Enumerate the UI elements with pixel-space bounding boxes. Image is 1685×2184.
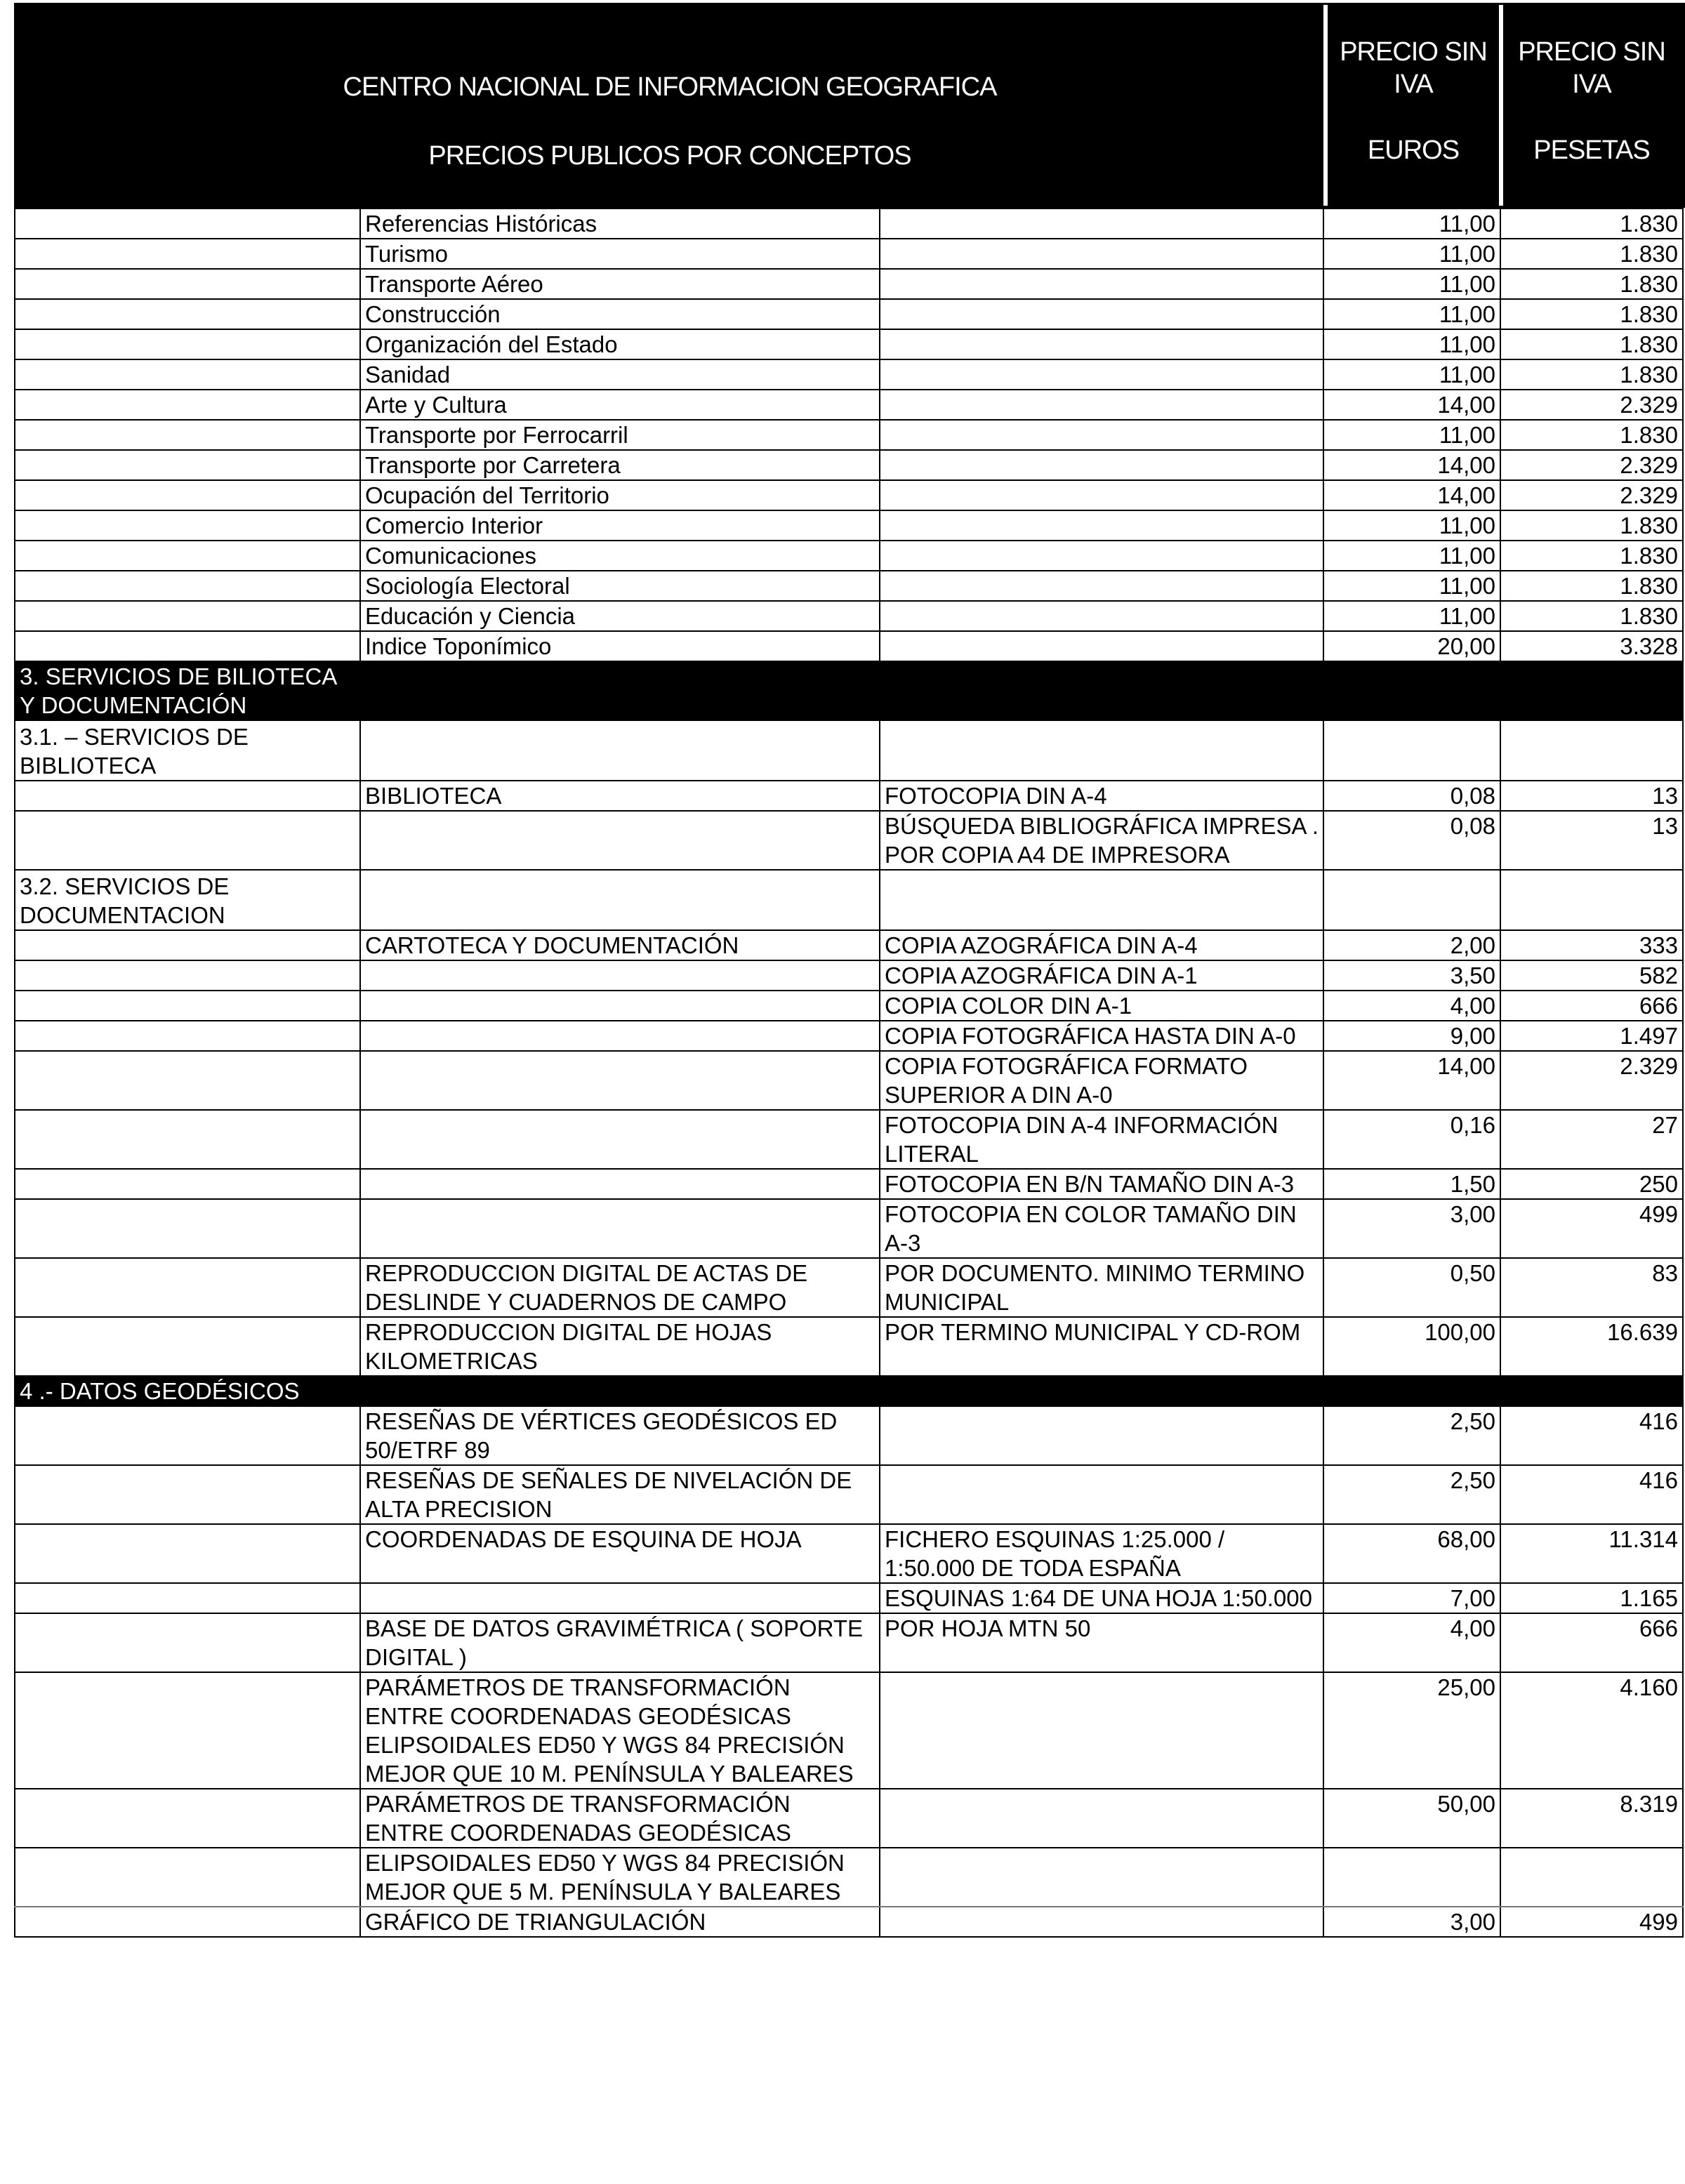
- detail-cell: [880, 1465, 1323, 1524]
- concept-cell: Educación y Ciencia: [360, 601, 880, 631]
- detail-cell: [880, 541, 1323, 571]
- table-row: [15, 1848, 1683, 1907]
- concept-cell: Comunicaciones: [360, 541, 880, 571]
- section-cell: [15, 1110, 360, 1169]
- table-row: [15, 960, 1683, 991]
- concept-cell: Indice Toponímico: [360, 631, 880, 661]
- euros-cell: 11,00: [1323, 299, 1500, 329]
- section-row: [15, 1376, 1683, 1406]
- pesetas-cell: 1.497: [1500, 1021, 1683, 1051]
- table-row: [15, 359, 1683, 390]
- euros-cell: 100,00: [1323, 1317, 1500, 1376]
- table-row: [15, 1672, 1683, 1789]
- detail-cell: [880, 1789, 1323, 1848]
- pesetas-cell: 1.830: [1500, 269, 1683, 299]
- table-header: [14, 3, 1685, 208]
- table-row: [15, 1465, 1683, 1524]
- pesetas-cell: 1.830: [1500, 571, 1683, 601]
- detail-cell: COPIA FOTOGRÁFICA FORMATO SUPERIOR A DIN A-0: [880, 1051, 1323, 1110]
- section-cell: [15, 359, 360, 390]
- pesetas-cell: 1.830: [1500, 359, 1683, 390]
- detail-cell: [880, 631, 1323, 661]
- section-cell: [15, 1406, 360, 1465]
- pesetas-cell: 666: [1500, 991, 1683, 1021]
- concept-cell: BIBLIOTECA: [360, 781, 880, 811]
- concept-cell: [360, 1376, 880, 1406]
- concept-cell: [360, 1583, 880, 1613]
- subsection-row: [15, 720, 1683, 781]
- pesetas-cell: 2.329: [1500, 450, 1683, 480]
- detail-cell: [880, 239, 1323, 269]
- euros-cell: 11,00: [1323, 571, 1500, 601]
- table-row: [15, 541, 1683, 571]
- concept-cell: REPRODUCCION DIGITAL DE HOJAS KILOMETRICAS: [360, 1317, 880, 1376]
- euros-cell: 2,00: [1323, 930, 1500, 960]
- detail-cell: [880, 420, 1323, 450]
- detail-cell: FOTOCOPIA DIN A-4: [880, 781, 1323, 811]
- pesetas-cell: [1500, 661, 1683, 720]
- section-cell: 3.2. SERVICIOS DE DOCUMENTACION: [15, 870, 360, 930]
- section-cell: [15, 480, 360, 510]
- section-cell: [15, 209, 360, 239]
- detail-cell: [880, 359, 1323, 390]
- concept-cell: COORDENADAS DE ESQUINA DE HOJA: [360, 1524, 880, 1583]
- concept-cell: Ocupación del Territorio: [360, 480, 880, 510]
- pesetas-cell: 8.319: [1500, 1789, 1683, 1848]
- section-cell: [15, 541, 360, 571]
- euros-cell: [1323, 661, 1500, 720]
- euros-cell: 25,00: [1323, 1672, 1500, 1789]
- table-row: [15, 1317, 1683, 1376]
- concept-cell: Turismo: [360, 239, 880, 269]
- section-cell: [15, 781, 360, 811]
- header-euros-unit: EUROS: [1367, 135, 1460, 165]
- pesetas-cell: 416: [1500, 1406, 1683, 1465]
- concept-cell: Sanidad: [360, 359, 880, 390]
- pesetas-cell: 1.830: [1500, 299, 1683, 329]
- euros-cell: 11,00: [1323, 510, 1500, 541]
- detail-cell: [880, 450, 1323, 480]
- euros-cell: 11,00: [1323, 359, 1500, 390]
- concept-cell: REPRODUCCION DIGITAL DE ACTAS DE DESLINDE Y CUADERNOS DE CAMPO: [360, 1258, 880, 1317]
- header-euros-line1: PRECIO SIN: [1340, 37, 1487, 67]
- detail-cell: FICHERO ESQUINAS 1:25.000 / 1:50.000 DE TODA ESPAÑA: [880, 1524, 1323, 1583]
- table-row: [15, 1258, 1683, 1317]
- concept-cell: [360, 870, 880, 930]
- pesetas-cell: 1.830: [1500, 239, 1683, 269]
- pesetas-cell: 4.160: [1500, 1672, 1683, 1789]
- pesetas-cell: 1.830: [1500, 329, 1683, 359]
- pesetas-cell: 1.830: [1500, 510, 1683, 541]
- concept-cell: Transporte Aéreo: [360, 269, 880, 299]
- detail-cell: FOTOCOPIA EN B/N TAMAÑO DIN A-3: [880, 1169, 1323, 1199]
- section-cell: [15, 1583, 360, 1613]
- header-subtitle: PRECIOS PUBLICOS POR CONCEPTOS: [428, 141, 911, 171]
- euros-cell: 0,50: [1323, 1258, 1500, 1317]
- euros-cell: 11,00: [1323, 239, 1500, 269]
- section-cell: 4 .- DATOS GEODÉSICOS: [15, 1376, 360, 1406]
- euros-cell: 11,00: [1323, 329, 1500, 359]
- section-cell: [15, 991, 360, 1021]
- pesetas-cell: 1.830: [1500, 541, 1683, 571]
- euros-cell: 20,00: [1323, 631, 1500, 661]
- table-row: [15, 450, 1683, 480]
- pesetas-cell: 499: [1500, 1199, 1683, 1258]
- euros-cell: 11,00: [1323, 541, 1500, 571]
- table-row: [15, 1789, 1683, 1848]
- pesetas-cell: 3.328: [1500, 631, 1683, 661]
- euros-cell: 3,00: [1323, 1199, 1500, 1258]
- detail-cell: [880, 571, 1323, 601]
- section-cell: [15, 601, 360, 631]
- pesetas-cell: 11.314: [1500, 1524, 1683, 1583]
- detail-cell: [880, 209, 1323, 239]
- table-row: [15, 631, 1683, 661]
- pesetas-cell: 416: [1500, 1465, 1683, 1524]
- concept-cell: Transporte por Ferrocarril: [360, 420, 880, 450]
- section-cell: [15, 299, 360, 329]
- section-cell: [15, 571, 360, 601]
- table-row: [15, 1051, 1683, 1110]
- concept-cell: Comercio Interior: [360, 510, 880, 541]
- concept-cell: Sociología Electoral: [360, 571, 880, 601]
- section-cell: [15, 269, 360, 299]
- concept-cell: ELIPSOIDALES ED50 Y WGS 84 PRECISIÓN MEJOR QUE 5 M. PENÍNSULA Y BALEARES: [360, 1848, 880, 1907]
- euros-cell: 0,08: [1323, 781, 1500, 811]
- concept-cell: Referencias Históricas: [360, 209, 880, 239]
- pesetas-cell: [1500, 720, 1683, 781]
- euros-cell: [1323, 870, 1500, 930]
- table-row: [15, 1613, 1683, 1672]
- euros-cell: [1323, 1376, 1500, 1406]
- detail-cell: ESQUINAS 1:64 DE UNA HOJA 1:50.000: [880, 1583, 1323, 1613]
- pesetas-cell: 333: [1500, 930, 1683, 960]
- table-row: [15, 299, 1683, 329]
- euros-cell: 14,00: [1323, 450, 1500, 480]
- euros-cell: 7,00: [1323, 1583, 1500, 1613]
- pesetas-cell: 16.639: [1500, 1317, 1683, 1376]
- section-cell: [15, 420, 360, 450]
- concept-cell: [360, 720, 880, 781]
- table-row: [15, 991, 1683, 1021]
- table-row: [15, 209, 1683, 239]
- table-row: [15, 1524, 1683, 1583]
- table-row: [15, 601, 1683, 631]
- table-row: [15, 1199, 1683, 1258]
- euros-cell: [1323, 720, 1500, 781]
- euros-cell: 2,50: [1323, 1465, 1500, 1524]
- concept-cell: BASE DE DATOS GRAVIMÉTRICA ( SOPORTE DIGITAL ): [360, 1613, 880, 1672]
- concept-cell: Arte y Cultura: [360, 390, 880, 420]
- section-cell: 3. SERVICIOS DE BILIOTECA Y DOCUMENTACIÓN: [15, 661, 360, 720]
- section-cell: [15, 1907, 360, 1937]
- detail-cell: [880, 1672, 1323, 1789]
- euros-cell: 0,16: [1323, 1110, 1500, 1169]
- table-row: [15, 269, 1683, 299]
- concept-cell: Organización del Estado: [360, 329, 880, 359]
- detail-cell: COPIA FOTOGRÁFICA HASTA DIN A-0: [880, 1021, 1323, 1051]
- detail-cell: FOTOCOPIA EN COLOR TAMAÑO DIN A-3: [880, 1199, 1323, 1258]
- detail-cell: POR DOCUMENTO. MINIMO TERMINO MUNICIPAL: [880, 1258, 1323, 1317]
- header-pesetas-line1: PRECIO SIN: [1518, 37, 1665, 67]
- euros-cell: 3,00: [1323, 1907, 1500, 1937]
- pesetas-cell: [1500, 870, 1683, 930]
- euros-cell: 0,08: [1323, 811, 1500, 870]
- pesetas-cell: 27: [1500, 1110, 1683, 1169]
- header-pesetas-unit: PESETAS: [1533, 135, 1650, 165]
- table-row: [15, 1583, 1683, 1613]
- euros-cell: 14,00: [1323, 480, 1500, 510]
- euros-cell: 11,00: [1323, 269, 1500, 299]
- section-cell: [15, 811, 360, 870]
- section-cell: 3.1. – SERVICIOS DE BIBLIOTECA: [15, 720, 360, 781]
- section-cell: [15, 1199, 360, 1258]
- table-row: [15, 781, 1683, 811]
- concept-cell: PARÁMETROS DE TRANSFORMACIÓN ENTRE COORDENADAS GEODÉSICAS ELIPSOIDALES ED50 Y WGS 84 PRECISIÓN MEJOR QUE 10 M. PENÍNSULA Y BALEARES: [360, 1672, 880, 1789]
- concept-cell: [360, 1199, 880, 1258]
- section-cell: [15, 510, 360, 541]
- section-cell: [15, 1051, 360, 1110]
- detail-cell: COPIA AZOGRÁFICA DIN A-4: [880, 930, 1323, 960]
- pesetas-cell: 1.830: [1500, 209, 1683, 239]
- concept-cell: CARTOTECA Y DOCUMENTACIÓN: [360, 930, 880, 960]
- section-cell: [15, 1317, 360, 1376]
- concept-cell: [360, 1021, 880, 1051]
- detail-cell: [880, 661, 1323, 720]
- pesetas-cell: 250: [1500, 1169, 1683, 1199]
- concept-cell: RESEÑAS DE VÉRTICES GEODÉSICOS ED 50/ETRF 89: [360, 1406, 880, 1465]
- table-row: [15, 930, 1683, 960]
- pesetas-cell: 582: [1500, 960, 1683, 991]
- detail-cell: FOTOCOPIA DIN A-4 INFORMACIÓN LITERAL: [880, 1110, 1323, 1169]
- table-row: [15, 480, 1683, 510]
- detail-cell: [880, 720, 1323, 781]
- pesetas-cell: [1500, 1848, 1683, 1907]
- pesetas-cell: 499: [1500, 1907, 1683, 1937]
- header-euros-line2: IVA: [1394, 70, 1433, 99]
- euros-cell: 14,00: [1323, 1051, 1500, 1110]
- euros-cell: 4,00: [1323, 1613, 1500, 1672]
- section-cell: [15, 1465, 360, 1524]
- detail-cell: [880, 390, 1323, 420]
- table-row: [15, 239, 1683, 269]
- concept-cell: [360, 1110, 880, 1169]
- euros-cell: 11,00: [1323, 209, 1500, 239]
- euros-cell: 9,00: [1323, 1021, 1500, 1051]
- section-cell: [15, 1789, 360, 1848]
- pesetas-cell: 13: [1500, 811, 1683, 870]
- detail-cell: POR TERMINO MUNICIPAL Y CD-ROM: [880, 1317, 1323, 1376]
- pesetas-cell: 83: [1500, 1258, 1683, 1317]
- section-cell: [15, 1613, 360, 1672]
- euros-cell: 11,00: [1323, 420, 1500, 450]
- euros-cell: 68,00: [1323, 1524, 1500, 1583]
- euros-cell: 4,00: [1323, 991, 1500, 1021]
- table-row: [15, 1406, 1683, 1465]
- subsection-row: [15, 870, 1683, 930]
- table-row: [15, 571, 1683, 601]
- concept-cell: [360, 1169, 880, 1199]
- detail-cell: COPIA AZOGRÁFICA DIN A-1: [880, 960, 1323, 991]
- detail-cell: [880, 329, 1323, 359]
- table-row: [15, 329, 1683, 359]
- concept-cell: [360, 960, 880, 991]
- euros-cell: 50,00: [1323, 1789, 1500, 1848]
- table-row: [15, 1110, 1683, 1169]
- detail-cell: [880, 1907, 1323, 1937]
- section-cell: [15, 1169, 360, 1199]
- detail-cell: [880, 870, 1323, 930]
- table-row: [15, 1907, 1683, 1937]
- header-pesetas-line2: IVA: [1572, 70, 1611, 99]
- pesetas-cell: 1.830: [1500, 420, 1683, 450]
- detail-cell: [880, 1376, 1323, 1406]
- euros-cell: 1,50: [1323, 1169, 1500, 1199]
- detail-cell: [880, 601, 1323, 631]
- euros-cell: [1323, 1848, 1500, 1907]
- pesetas-cell: 1.165: [1500, 1583, 1683, 1613]
- price-sheet: [14, 3, 1685, 1938]
- section-cell: [15, 329, 360, 359]
- section-cell: [15, 450, 360, 480]
- concept-cell: Construcción: [360, 299, 880, 329]
- table-row: [15, 390, 1683, 420]
- detail-cell: [880, 1848, 1323, 1907]
- section-cell: [15, 239, 360, 269]
- section-cell: [15, 930, 360, 960]
- section-cell: [15, 960, 360, 991]
- pesetas-cell: 666: [1500, 1613, 1683, 1672]
- concept-cell: [360, 811, 880, 870]
- section-cell: [15, 1672, 360, 1789]
- pesetas-cell: 13: [1500, 781, 1683, 811]
- pesetas-cell: 2.329: [1500, 480, 1683, 510]
- concept-cell: [360, 661, 880, 720]
- table-row: [15, 1169, 1683, 1199]
- detail-cell: COPIA COLOR DIN A-1: [880, 991, 1323, 1021]
- concept-cell: [360, 1051, 880, 1110]
- table-row: [15, 811, 1683, 870]
- section-cell: [15, 1021, 360, 1051]
- detail-cell: POR HOJA MTN 50: [880, 1613, 1323, 1672]
- detail-cell: [880, 269, 1323, 299]
- section-row: [15, 661, 1683, 720]
- header-title: CENTRO NACIONAL DE INFORMACION GEOGRAFICA: [343, 72, 997, 102]
- section-cell: [15, 1848, 360, 1907]
- table-row: [15, 420, 1683, 450]
- table-row: [15, 1021, 1683, 1051]
- price-table: [14, 208, 1684, 1938]
- section-cell: [15, 1524, 360, 1583]
- section-cell: [15, 390, 360, 420]
- euros-cell: 11,00: [1323, 601, 1500, 631]
- concept-cell: [360, 991, 880, 1021]
- euros-cell: 2,50: [1323, 1406, 1500, 1465]
- concept-cell: PARÁMETROS DE TRANSFORMACIÓN ENTRE COORDENADAS GEODÉSICAS: [360, 1789, 880, 1848]
- pesetas-cell: [1500, 1376, 1683, 1406]
- pesetas-cell: 1.830: [1500, 601, 1683, 631]
- detail-cell: BÚSQUEDA BIBLIOGRÁFICA IMPRESA . POR COPIA A4 DE IMPRESORA: [880, 811, 1323, 870]
- header-pesetas: [1503, 36, 1680, 166]
- detail-cell: [880, 510, 1323, 541]
- concept-cell: RESEÑAS DE SEÑALES DE NIVELACIÓN DE ALTA PRECISION: [360, 1465, 880, 1524]
- detail-cell: [880, 1406, 1323, 1465]
- section-cell: [15, 1258, 360, 1317]
- euros-cell: 3,50: [1323, 960, 1500, 991]
- concept-cell: GRÁFICO DE TRIANGULACIÓN: [360, 1907, 880, 1937]
- section-cell: [15, 631, 360, 661]
- table-row: [15, 510, 1683, 541]
- header-euros: [1328, 36, 1499, 166]
- detail-cell: [880, 299, 1323, 329]
- euros-cell: 14,00: [1323, 390, 1500, 420]
- concept-cell: Transporte por Carretera: [360, 450, 880, 480]
- pesetas-cell: 2.329: [1500, 390, 1683, 420]
- detail-cell: [880, 480, 1323, 510]
- pesetas-cell: 2.329: [1500, 1051, 1683, 1110]
